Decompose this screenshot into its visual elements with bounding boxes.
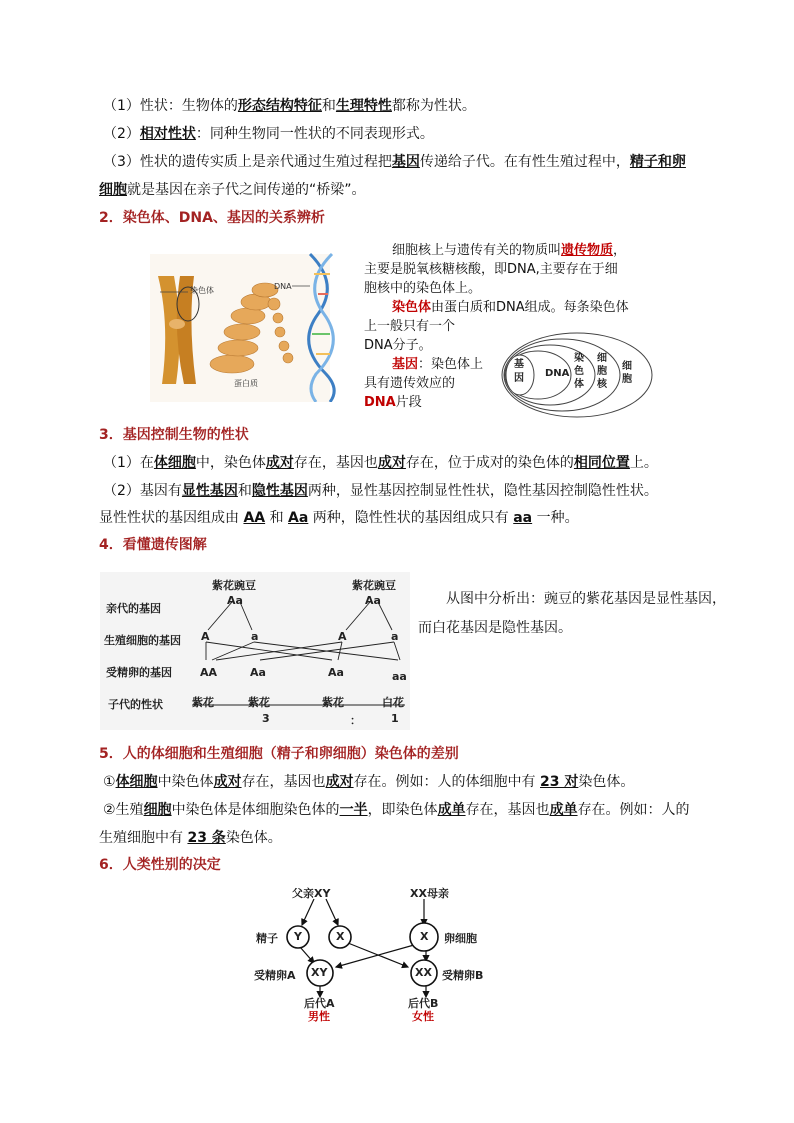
text: 中染色体 [157, 774, 214, 790]
text: （2）基因有 [103, 483, 182, 499]
key-term: 细胞 [143, 802, 172, 818]
sperm-x: X [336, 930, 345, 943]
para-body-cell-chromosomes [103, 772, 634, 792]
text-line: 上一般只有一个 [364, 319, 456, 334]
text: 和 [265, 510, 289, 526]
cross-analysis-line-2: 而白花基因是隐性基因。 [418, 620, 572, 636]
label-chromosome-nest: 染色体 [574, 353, 584, 390]
text: 传递给子代。在有性生殖过程中， [419, 154, 630, 170]
parent-right-genotype: Aa [365, 594, 381, 607]
parent-left-genotype: Aa [227, 594, 243, 607]
ratio-recessive: 1 [391, 712, 399, 725]
sex-determination-diagram [250, 883, 520, 1023]
text: 两种，显性基因控制显性性状，隐性基因控制隐性性状。 [307, 483, 658, 499]
offspring-trait: 紫花 [192, 696, 214, 709]
key-term: 相同位置 [573, 455, 630, 471]
text: 中染色体是体细胞染色体的 [171, 802, 340, 818]
para-heredity-1 [103, 152, 686, 172]
label-nucleus: 细胞核 [597, 353, 607, 390]
father-label: 父亲XY [292, 887, 331, 900]
egg-label: 卵细胞 [444, 932, 477, 945]
label-dna: DNA [274, 282, 292, 291]
text-line [364, 241, 654, 260]
text: 和 [237, 483, 252, 499]
gamete: a [391, 630, 399, 643]
text: 上。 [629, 455, 658, 471]
text: 存在。例如：人的体细胞中有 [353, 774, 541, 790]
key-term: 23 对 [540, 774, 579, 790]
text: 存在，基因也 [241, 774, 326, 790]
text: 细胞核上与遗传有关的物质叫 [392, 243, 562, 258]
text: 存在，基因也 [465, 802, 550, 818]
key-term: DNA [364, 395, 396, 410]
text: 由蛋白质和DNA组成。每条染色体 [431, 300, 629, 315]
text: ：同种生物同一性状的不同表现形式。 [195, 126, 434, 142]
para-gene-types [103, 481, 658, 501]
cross-analysis-line-1: 从图中分析出：豌豆的紫花基因是显性基因， [446, 591, 726, 607]
row-label-zygote: 受精卵的基因 [106, 666, 172, 679]
row-label-parent: 亲代的基因 [106, 602, 161, 615]
text: （3）性状的遗传实质上是亲代通过生殖过程把 [103, 154, 392, 170]
zygote-xy: XY [311, 966, 328, 979]
text: 染色体。 [578, 774, 635, 790]
row-label-trait: 子代的性状 [108, 698, 163, 711]
text: ：染色体上 [418, 357, 484, 372]
text: （2） [103, 126, 140, 142]
offspring-trait: 白花 [382, 696, 404, 709]
zygote: AA [200, 666, 218, 679]
text: 片段 [395, 395, 422, 410]
para-heredity-2 [99, 180, 366, 200]
nested-relation-diagram [500, 330, 655, 420]
key-term: 形态结构特征 [237, 98, 322, 114]
key-term: 成单 [549, 802, 578, 818]
text: 中，染色体 [195, 455, 266, 471]
heading-2: 2．染色体、DNA、基因的关系辨析 [99, 210, 325, 226]
text: 都称为性状。 [391, 98, 476, 114]
text: 存在。例如：人的 [577, 802, 690, 818]
text-line: 主要是脱氧核糖核酸，即DNA,主要存在于细 [364, 262, 618, 277]
text: 存在，位于成对的染色体的 [405, 455, 574, 471]
sperm-label: 精子 [256, 932, 278, 945]
key-term: 成对 [265, 455, 294, 471]
key-term: 隐性基因 [251, 483, 308, 499]
key-term: 成对 [213, 774, 242, 790]
text: ②生殖 [103, 802, 144, 818]
chromosome-dna-figure [150, 244, 360, 402]
label-cell: 细胞 [622, 361, 632, 385]
text: 染色体。 [225, 830, 282, 846]
text-line: 具有遗传效应的 [364, 376, 456, 391]
heading-6: 6．人类性别的决定 [99, 857, 221, 873]
parent-left-label: 紫花豌豆 [212, 579, 256, 592]
text: （1）在 [103, 455, 154, 471]
text: 一种。 [532, 510, 579, 526]
key-term: 显性基因 [181, 483, 238, 499]
ratio-separator: ： [350, 714, 361, 727]
key-term: 体细胞 [153, 455, 196, 471]
heading-5: 5．人的体细胞和生殖细胞（精子和卵细胞）染色体的差别 [99, 746, 459, 762]
key-term: AA [243, 510, 266, 526]
key-term: 成对 [325, 774, 354, 790]
heading-3: 3．基因控制生物的性状 [99, 427, 249, 443]
key-term: aa [513, 510, 533, 526]
zygote-b-label: 受精卵B [442, 969, 484, 982]
key-term: 成对 [377, 455, 406, 471]
offspring-b-label: 后代B [408, 997, 439, 1010]
text: 两种，隐性性状的基因组成只有 [308, 510, 514, 526]
gamete: a [251, 630, 259, 643]
text-line [364, 298, 654, 317]
text: 和 [321, 98, 336, 114]
key-term: 相对性状 [139, 126, 196, 142]
offspring-trait: 紫花 [248, 696, 270, 709]
zygote-xx: XX [415, 966, 432, 979]
para-germ-cell-1 [103, 800, 690, 820]
key-term: 遗传物质 [561, 243, 614, 258]
zygote: Aa [328, 666, 344, 679]
zygote: aa [392, 670, 407, 683]
label-chromosome: 染色体 [190, 286, 214, 295]
para-body-cell [103, 453, 658, 473]
genetic-cross-diagram [100, 572, 410, 730]
text-line: DNA分子。 [364, 338, 432, 353]
para-relative-trait [103, 124, 434, 144]
row-label-gamete: 生殖细胞的基因 [104, 634, 181, 647]
text: （1）性状：生物体的 [103, 98, 238, 114]
parent-right-label: 紫花豌豆 [352, 579, 396, 592]
offspring-trait: 紫花 [322, 696, 344, 709]
egg-x: X [420, 930, 429, 943]
key-term: Aa [288, 510, 309, 526]
label-dna-nest: DNA [545, 368, 570, 379]
heading-4: 4．看懂遗传图解 [99, 537, 207, 553]
text: ， [613, 243, 627, 258]
text: ，即染色体 [367, 802, 438, 818]
key-term: 成单 [437, 802, 466, 818]
label-gene: 基因 [514, 359, 524, 384]
key-term: 细胞 [99, 182, 127, 198]
key-term: 基因 [392, 357, 419, 372]
gamete: A [338, 630, 347, 643]
zygote-a-label: 受精卵A [254, 969, 296, 982]
zygote: Aa [250, 666, 266, 679]
female-label: 女性 [412, 1010, 434, 1023]
male-label: 男性 [308, 1010, 330, 1023]
para-genotypes [99, 508, 579, 528]
key-term: 一半 [339, 802, 368, 818]
para-germ-cell-2 [99, 828, 282, 848]
gamete: A [201, 630, 210, 643]
offspring-a-label: 后代A [304, 997, 335, 1010]
text: ① [103, 774, 116, 790]
para-trait [103, 96, 476, 116]
ratio-dominant: 3 [262, 712, 270, 725]
text: 存在，基因也 [293, 455, 378, 471]
mother-label: XX母亲 [410, 887, 449, 900]
key-term: 生理特性 [335, 98, 392, 114]
key-term: 23 条 [187, 830, 226, 846]
text: 就是基因在亲子代之间传递的“桥梁”。 [127, 182, 366, 198]
key-term: 染色体 [392, 300, 432, 315]
text-line: 胞核中的染色体上。 [364, 281, 482, 296]
key-term: 体细胞 [115, 774, 158, 790]
key-term: 精子和卵 [629, 154, 686, 170]
label-protein: 蛋白质 [234, 379, 258, 388]
text: 生殖细胞中有 [99, 830, 188, 846]
sperm-y: Y [294, 930, 302, 943]
text: 显性性状的基因组成由 [99, 510, 244, 526]
key-term: 基因 [391, 154, 420, 170]
